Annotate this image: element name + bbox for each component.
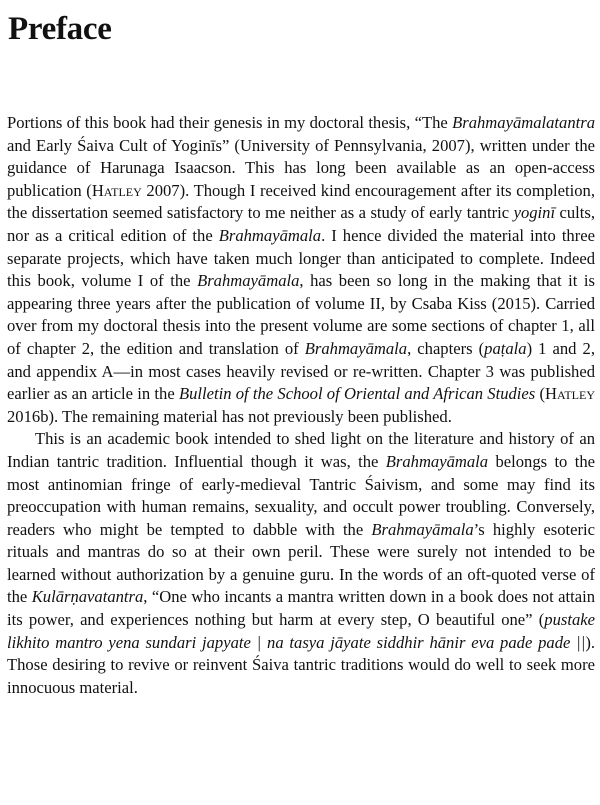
text-run: 2016b). The remaining material has not previously been published. <box>7 406 452 426</box>
text-run: and Early Śaiva Cult of Yoginīs” (University of Pennsylvania, 2007), written under the guidance of Harunaga Isaacson. This has long been available as an open-access publication ( <box>7 135 595 200</box>
text-run: ( <box>535 384 546 404</box>
text-run: Portions of this book had their genesis in my doctoral thesis, “The <box>7 113 453 132</box>
italic-text: Brahmayāmala <box>371 519 474 539</box>
text-run: , “One who incants a mantra written down in a book does not attain its power, and experiences nothing but harm at every step, O beautiful one” ( <box>7 587 596 630</box>
text-run: belongs to the most antinomian fringe of early-medieval Tantric Śaivism, and some may find its preoccupation with human remains, sexuality, and occult power troubling. Conversely, readers who might be tempted to dabble with the <box>7 451 595 539</box>
text-run: , chapters ( <box>407 338 485 358</box>
text-run: ) 1 and 2, and appendix A—in most cases heavily revised or re-written. Chapter 3 was published earlier as an article in the <box>7 338 595 404</box>
author-citation: Hatley <box>91 180 142 200</box>
italic-text: paṭala <box>484 338 527 358</box>
text-run: . I hence divided the material into three separate projects, which have taken much longer than anticipated to complete. Indeed this book, volume I of the <box>7 225 595 291</box>
italic-text: Brahmayāmala <box>197 271 300 291</box>
text-run: 2007). Though I received kind encouragement after its completion, the dissertation seemed satisfactory to me neither as a study of early tantric <box>7 180 595 223</box>
text-run: ). Those desiring to revive or reinvent Śaiva tantric traditions would do well to seek more innocuous material. <box>7 632 595 697</box>
text-run: , has been so long in the making that it is appearing three years after the publication of volume II, by Csaba Kiss (2015). Carried over from my doctoral thesis into the present volume are some sections of chapter 1, all of chapter 2, the edition and translation of <box>7 271 595 358</box>
paragraph-2 <box>7 428 595 699</box>
text-run: This is an academic book intended to shed light on the literature and history of an Indian tantric tradition. Influential though it was, the <box>7 429 595 471</box>
page-title: Preface <box>8 11 112 47</box>
author-citation: Hatley <box>545 384 595 404</box>
italic-text: Brahmayāmala <box>304 338 408 358</box>
paragraph-1 <box>7 112 595 428</box>
italic-text: pustake likhito mantro yena sundari japyate | na tasya jāyate siddhir hānir eva pade pade || <box>7 610 595 652</box>
italic-text: Bulletin of the School of Oriental and African Studies <box>178 384 536 404</box>
italic-text: Brahmayāmalatantra <box>452 113 595 132</box>
italic-text: yoginī <box>513 203 556 223</box>
italic-text: Brahmayāmala <box>218 225 322 245</box>
text-run: ’s highly esoteric rituals and mantras do so at their own peril. These were surely not intended to be learned without authorization by a genuine guru. In the words of an oft-quoted verse of the <box>7 519 595 607</box>
italic-text: Kulārṇavatantra <box>31 587 144 607</box>
text-run: cults, nor as a critical edition of the <box>7 203 595 245</box>
italic-text: Brahmayāmala <box>385 451 489 471</box>
preface-body <box>7 112 595 699</box>
